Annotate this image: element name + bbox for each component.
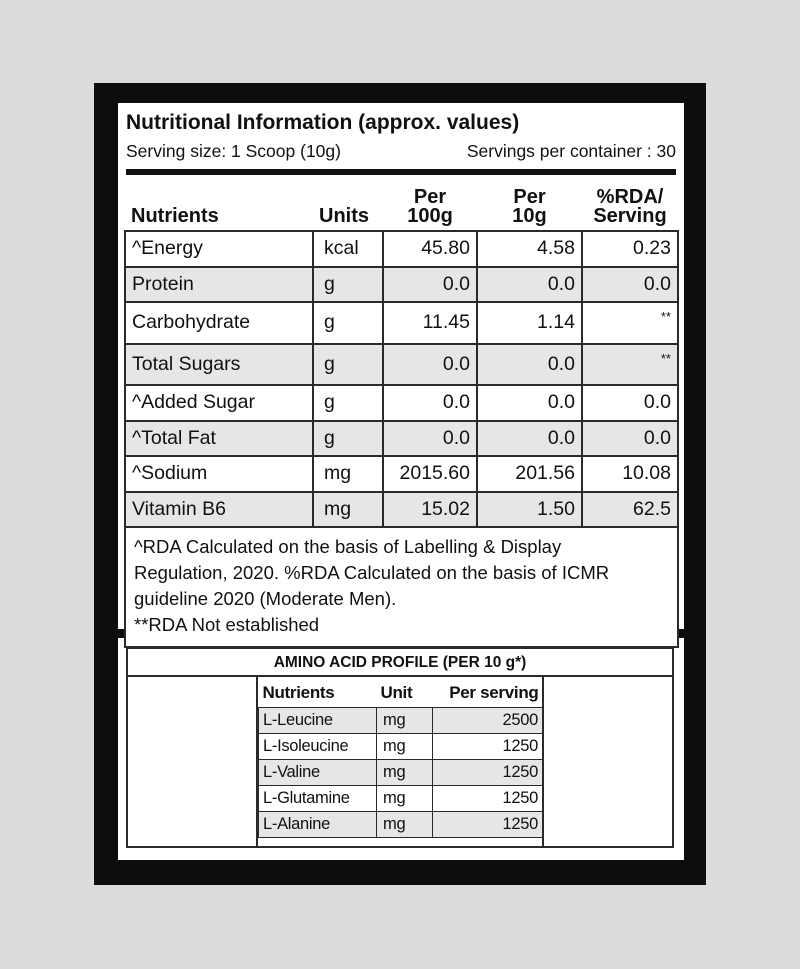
- nutrient-unit: g: [313, 267, 383, 303]
- nutrient-per10: 4.58: [477, 231, 582, 267]
- nutrient-rda: 0.0: [582, 267, 678, 303]
- table-row: [125, 492, 678, 528]
- serving-size: Serving size: 1 Scoop (10g): [126, 141, 341, 161]
- nutrient-rda: **: [582, 302, 678, 344]
- header-rda: [582, 178, 678, 231]
- header-per10-line2: 10g: [512, 205, 547, 227]
- nutrient-rda: 62.5: [582, 492, 678, 528]
- nutrient-per100: 2015.60: [383, 456, 477, 492]
- header-units: Units: [319, 205, 369, 227]
- footnote-row: [125, 527, 678, 647]
- table-row: [259, 812, 543, 838]
- nutrient-unit: g: [313, 344, 383, 386]
- table-row: [259, 734, 543, 760]
- nutrient-per100: 0.0: [383, 267, 477, 303]
- nutrient-rda: 0.0: [582, 421, 678, 457]
- amino-unit: mg: [377, 708, 433, 734]
- amino-header-row: [259, 679, 543, 708]
- amino-name: L-Valine: [259, 760, 377, 786]
- table-row: [259, 786, 543, 812]
- amino-header-nutrients: Nutrients: [262, 683, 335, 702]
- nutrient-per100: 0.0: [383, 344, 477, 386]
- nutrient-name: ^Total Fat: [125, 421, 313, 457]
- amino-title: AMINO ACID PROFILE (PER 10 g*): [128, 649, 672, 677]
- table-row: [125, 267, 678, 303]
- table-row: [125, 421, 678, 457]
- header-per100-line2: 100g: [407, 205, 453, 227]
- nutrient-unit: mg: [313, 492, 383, 528]
- amino-value: 1250: [433, 760, 543, 786]
- servings-per-container: Servings per container : 30: [466, 141, 676, 161]
- nutrient-per100: 0.0: [383, 421, 477, 457]
- header-per100: [383, 178, 477, 231]
- header-rda-line1: %RDA/: [596, 186, 664, 208]
- table-row: [125, 344, 678, 386]
- nutrient-per100: 45.80: [383, 231, 477, 267]
- nutrition-header-row: [125, 178, 678, 231]
- nutrient-name: Total Sugars: [125, 344, 313, 386]
- footnote: [125, 527, 678, 647]
- header-per10: [477, 178, 582, 231]
- nutrient-per100: 11.45: [383, 302, 477, 344]
- footnote-line: **RDA Not established: [134, 614, 320, 635]
- serving-info: [126, 141, 676, 162]
- amino-unit: mg: [377, 786, 433, 812]
- nutrient-unit: g: [313, 421, 383, 457]
- nutrient-per10: 0.0: [477, 385, 582, 421]
- nutrient-name: Protein: [125, 267, 313, 303]
- amino-name: L-Glutamine: [259, 786, 377, 812]
- amino-unit: mg: [377, 760, 433, 786]
- nutrient-unit: g: [313, 385, 383, 421]
- amino-value: 1250: [433, 786, 543, 812]
- nutrient-name: ^Energy: [125, 231, 313, 267]
- header-per10-line1: Per: [513, 186, 546, 208]
- amino-name: L-Leucine: [259, 708, 377, 734]
- amino-value: 2500: [433, 708, 543, 734]
- nutrient-per100: 0.0: [383, 385, 477, 421]
- amino-name: L-Isoleucine: [259, 734, 377, 760]
- nutrient-rda: **: [582, 344, 678, 386]
- amino-header-unit: Unit: [380, 683, 413, 702]
- table-row: [125, 385, 678, 421]
- footnote-line: ^RDA Calculated on the basis of Labelling & Display: [134, 536, 562, 557]
- header-rda-line2: Serving: [593, 205, 667, 227]
- table-row: [125, 302, 678, 344]
- nutrient-rda: 0.23: [582, 231, 678, 267]
- amino-value: 1250: [433, 734, 543, 760]
- nutrient-name: ^Added Sugar: [125, 385, 313, 421]
- amino-value: 1250: [433, 812, 543, 838]
- nutrient-per10: 0.0: [477, 267, 582, 303]
- nutrient-unit: kcal: [313, 231, 383, 267]
- nutrient-per10: 1.14: [477, 302, 582, 344]
- amino-unit: mg: [377, 812, 433, 838]
- nutrient-rda: 10.08: [582, 456, 678, 492]
- header-per100-line1: Per: [413, 186, 447, 208]
- nutrient-unit: mg: [313, 456, 383, 492]
- table-row: [259, 708, 543, 734]
- amino-name: L-Alanine: [259, 812, 377, 838]
- label-title: Nutritional Information (approx. values): [126, 111, 520, 134]
- header-nutrients: Nutrients: [131, 205, 219, 227]
- footnote-line: Regulation, 2020. %RDA Calculated on the basis of ICMR: [134, 562, 610, 583]
- nutrient-per10: 1.50: [477, 492, 582, 528]
- nutrient-unit: g: [313, 302, 383, 344]
- nutrient-rda: 0.0: [582, 385, 678, 421]
- title-divider: [126, 169, 676, 175]
- amino-table: [258, 679, 543, 838]
- nutrient-per10: 0.0: [477, 344, 582, 386]
- amino-unit: mg: [377, 734, 433, 760]
- nutrient-per10: 201.56: [477, 456, 582, 492]
- table-row: [259, 760, 543, 786]
- nutrient-name: ^Sodium: [125, 456, 313, 492]
- nutrient-per10: 0.0: [477, 421, 582, 457]
- table-row: [125, 231, 678, 267]
- nutrition-table: [124, 178, 679, 648]
- nutrient-name: Vitamin B6: [125, 492, 313, 528]
- nutrient-name: Carbohydrate: [125, 302, 313, 344]
- nutrient-per100: 15.02: [383, 492, 477, 528]
- table-row: [125, 456, 678, 492]
- amino-header-per-serving: Per serving: [449, 683, 539, 702]
- footnote-line: guideline 2020 (Moderate Men).: [134, 588, 397, 609]
